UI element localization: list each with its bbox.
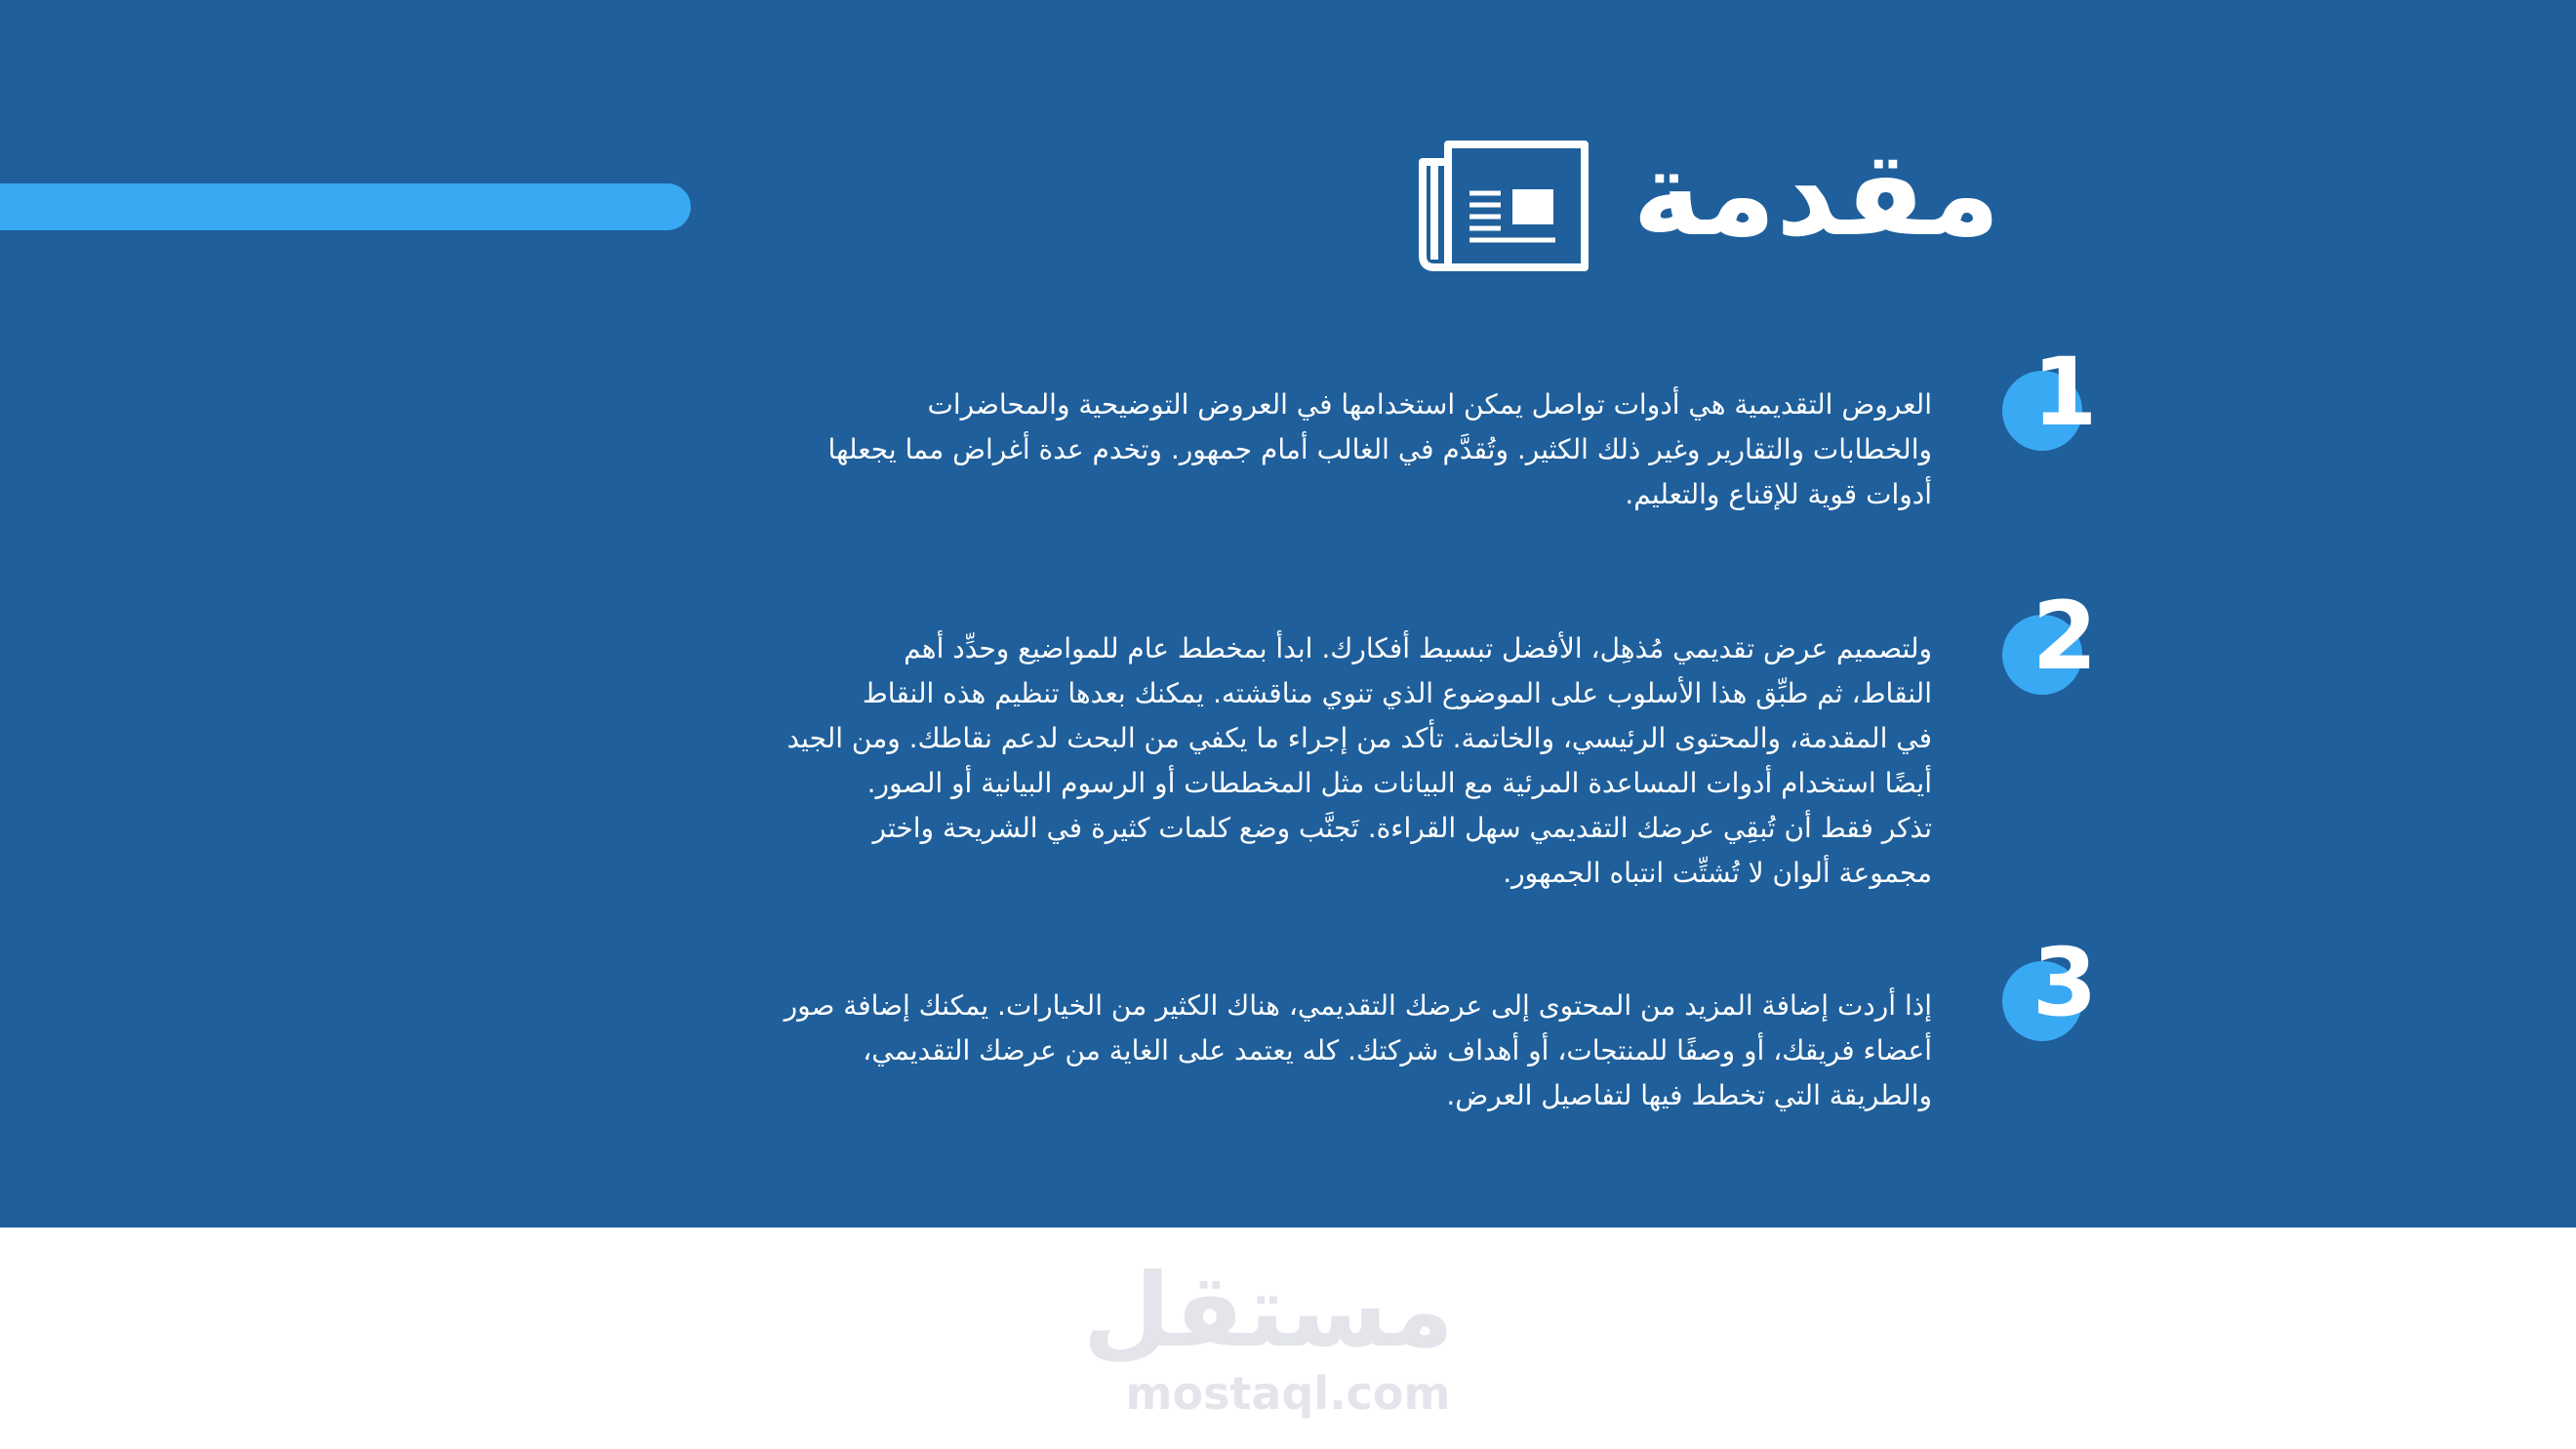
item-number-1 <box>2002 338 2110 449</box>
number-label: 1 <box>2032 338 2098 447</box>
paragraph-line: تذكر فقط أن تُبقِي عرضك التقديمي سهل القراءة. تَجنَّب وضع كلمات كثيرة في الشريحة واختر <box>872 812 1932 844</box>
watermark-url: mostaql.com <box>1125 1367 1451 1420</box>
paragraph-line: مجموعة ألوان لا تُشتِّت انتباه الجمهور. <box>1503 857 1932 889</box>
item-number-3 <box>2002 928 2110 1039</box>
paragraph-line: أدوات قوية للإقناع والتعليم. <box>1625 478 1932 510</box>
item-paragraph-3 <box>566 984 1932 1118</box>
item-number-2 <box>2002 582 2110 693</box>
watermark-logo: مستقل <box>1082 1251 1454 1370</box>
paragraph-line: ولتصميم عرض تقديمي مُذهِل، الأفضل تبسيط أفكارك. ابدأ بمخطط عام للمواضيع وحدِّد أهم <box>904 632 1932 664</box>
item-paragraph-2 <box>566 626 1932 896</box>
paragraph-line: والطريقة التي تخطط فيها لتفاصيل العرض. <box>1446 1079 1932 1111</box>
paragraph-line: في المقدمة، والمحتوى الرئيسي، والخاتمة. تأكد من إجراء ما يكفي من البحث لدعم نقاطك. ومن الجيد <box>786 722 1932 754</box>
paragraph-line: والخطابات والتقارير وغير ذلك الكثير. وتُقدَّم في الغالب أمام جمهور. وتخدم عدة أغراض مما يجعلها <box>827 433 1932 465</box>
newspaper-icon <box>1415 139 1590 275</box>
number-label: 3 <box>2032 928 2098 1037</box>
paragraph-line: النقاط، ثم طبِّق هذا الأسلوب على الموضوع الذي تنوي مناقشته. يمكنك بعدها تنظيم هذه النقاط <box>862 677 1932 709</box>
paragraph-line: أعضاء فريقك، أو وصفًا للمنتجات، أو أهداف شركتك. كله يعتمد على الغاية من عرضك التقديمي، <box>863 1034 1932 1067</box>
paragraph-line: إذا أردت إضافة المزيد من المحتوى إلى عرضك التقديمي، هناك الكثير من الخيارات. يمكنك إضافة صور <box>784 989 1932 1022</box>
number-label: 2 <box>2032 582 2098 691</box>
paragraph-line: أيضًا استخدام أدوات المساعدة المرئية مع البيانات مثل المخططات أو الرسوم البيانية أو الصور. <box>866 767 1932 799</box>
paragraph-line: العروض التقديمية هي أدوات تواصل يمكن استخدامها في العروض التوضيحية والمحاضرات <box>927 388 1932 421</box>
item-paragraph-1 <box>566 382 1932 517</box>
accent-bar <box>0 183 691 230</box>
slide-title: مقدمة <box>1631 127 2000 262</box>
